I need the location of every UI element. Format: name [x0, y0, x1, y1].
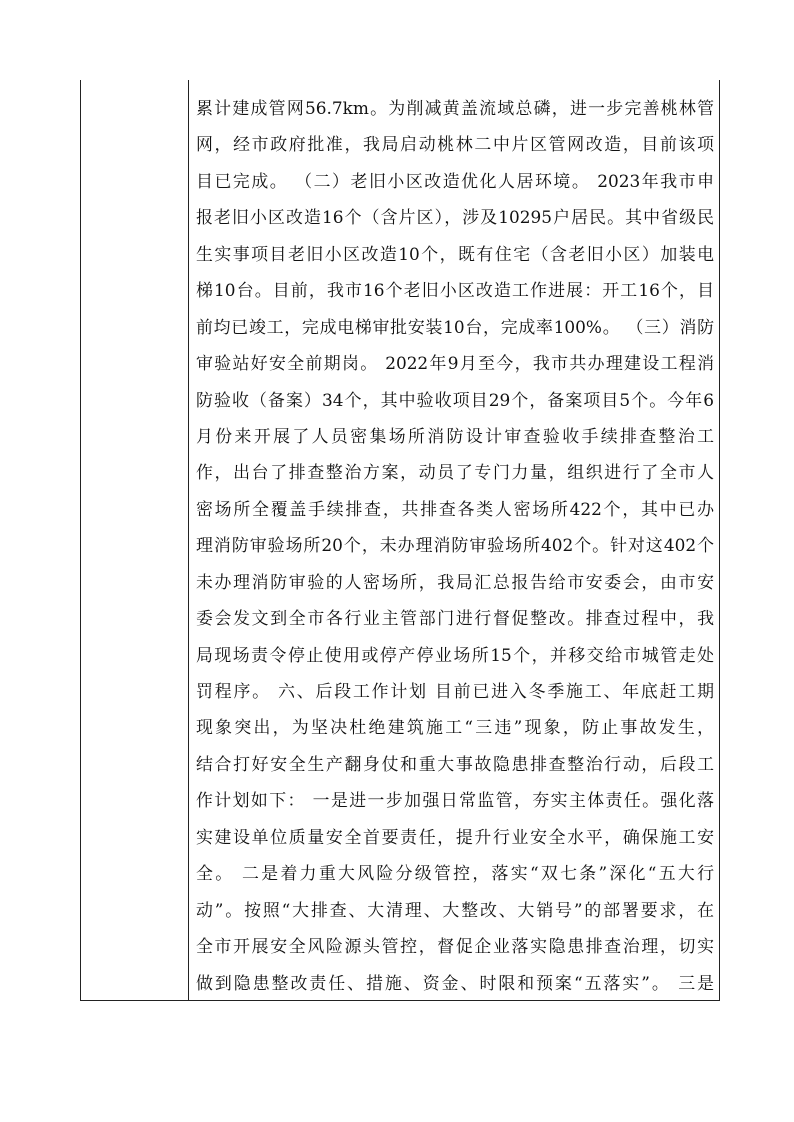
text-line: 密场所全覆盖手续排查，共排查各类人密场所422个，其中已办 [196, 498, 714, 519]
content-cell [196, 90, 714, 1001]
text-line: 作，出台了排查整治方案，动员了专门力量，组织进行了全市人 [196, 462, 714, 483]
text-line: 月份来开展了人员密集场所消防设计审查验收手续排查整治工 [196, 425, 714, 446]
text-line: 实建设单位质量安全首要责任，提升行业安全水平，确保施工安 [196, 826, 714, 847]
text-line: 结合打好安全生产翻身仗和重大事故隐患排查整治行动，后段工 [196, 753, 714, 774]
label-cell [81, 80, 187, 1000]
text-line: 前均已竣工，完成电梯审批安装10台，完成率100%。 （三）消防 [196, 316, 714, 337]
text-line: 局现场责令停止使用或停产停业场所15个，并移交给市城管走处 [196, 644, 714, 665]
text-line: 目已完成。 （二）老旧小区改造优化人居环境。 2023年我市申 [196, 170, 714, 191]
text-line: 生实事项目老旧小区改造10个，既有住宅（含老旧小区）加装电 [196, 243, 714, 264]
text-line: 做到隐患整改责任、措施、资金、时限和预案“五落实”。 三是 [196, 972, 714, 993]
text-line: 现象突出，为坚决杜绝建筑施工“三违”现象，防止事故发生， [196, 717, 714, 738]
text-line: 梯10台。目前，我市16个老旧小区改造工作进展：开工16个，目 [196, 280, 714, 301]
text-line: 报老旧小区改造16个（含片区），涉及10295户居民。其中省级民 [196, 207, 714, 228]
text-line: 作计划如下： 一是进一步加强日常监管，夯实主体责任。强化落 [196, 790, 714, 811]
text-line: 累计建成管网56.7km。为削减黄盖流域总磷，进一步完善桃林管 [196, 98, 714, 118]
text-line: 全市开展安全风险源头管控，督促企业落实隐患排查治理，切实 [196, 936, 714, 957]
text-line: 理消防审验场所20个，未办理消防审验场所402个。针对这402个 [196, 535, 714, 556]
column-divider [188, 80, 189, 1001]
text-line: 动”。按照“大排查、大清理、大整改、大销号”的部署要求，在 [196, 899, 714, 920]
text-line: 防验收（备案）34个，其中验收项目29个，备案项目5个。今年6 [196, 389, 714, 410]
text-line: 罚程序。 六、后段工作计划 目前已进入冬季施工、年底赶工期 [196, 681, 714, 701]
text-line: 审验站好安全前期岗。 2022年9月至今，我市共办理建设工程消 [196, 353, 714, 374]
text-line: 全。 二是着力重大风险分级管控，落实“双七条”深化“五大行 [196, 863, 714, 884]
text-line: 未办理消防审验的人密场所，我局汇总报告给市安委会，由市安 [196, 571, 714, 592]
text-line: 网，经市政府批准，我局启动桃林二中片区管网改造，目前该项 [196, 134, 714, 155]
text-line: 委会发文到全市各行业主管部门进行督促整改。排查过程中，我 [196, 608, 714, 629]
